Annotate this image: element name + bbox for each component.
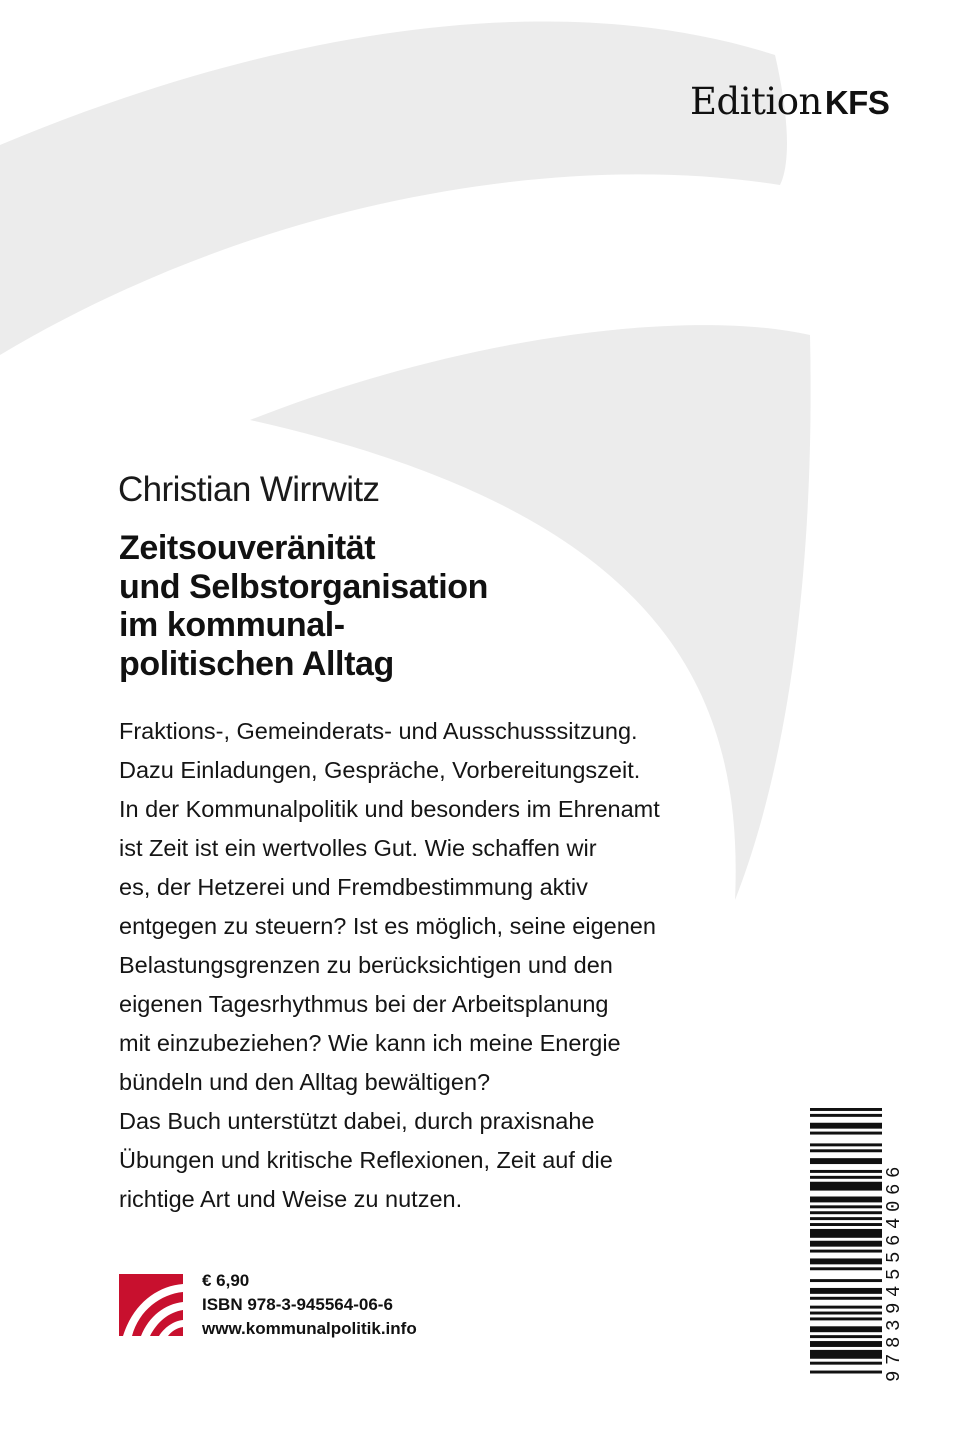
barcode-bar [810,1182,882,1191]
foundation-logo-icon [119,1274,183,1336]
barcode-bar [810,1371,882,1374]
blurb-line: entgegen zu steuern? Ist es möglich, seine eigenen [119,913,656,939]
blurb-line: ist Zeit ist ein wertvolles Gut. Wie schaffen wir [119,835,597,861]
blurb-line: eigenen Tagesrhythmus bei der Arbeitsplanung [119,991,609,1017]
barcode-bar [810,1326,882,1332]
barcode-digits: 9783945564066 [883,1160,905,1382]
barcode-bar [810,1211,882,1214]
title-line: im kommunal- [119,606,345,644]
barcode-bar [810,1297,882,1300]
barcode-bar [810,1241,882,1247]
barcode-bar [810,1197,882,1203]
barcode-bar [810,1123,882,1129]
barcode-bar [810,1229,882,1238]
publisher-logo [690,80,889,123]
blurb-line: mit einzubeziehen? Wie kann ich meine Energie [119,1030,621,1056]
barcode-bar [810,1158,882,1164]
imprint-block [202,1269,417,1341]
barcode-bar [810,1341,882,1347]
blurb-line: es, der Hetzerei und Fremdbestimmung aktiv [119,874,588,900]
author-name: Christian Wirrwitz [118,470,380,509]
barcode-bar [810,1149,882,1152]
barcode-bar [810,1223,882,1226]
isbn-text: ISBN 978-3-945564-06-6 [202,1295,393,1314]
price-text: € 6,90 [202,1271,250,1290]
barcode-bar [810,1108,882,1111]
barcode-bar [810,1267,882,1270]
barcode-bar [810,1362,882,1365]
barcode-bar [810,1279,882,1282]
blurb-line: richtige Art und Weise zu nutzen. [119,1186,463,1212]
blurb-line: Übungen und kritische Reflexionen, Zeit auf die [119,1147,613,1173]
barcode-bar [810,1176,882,1179]
barcode-bar [810,1258,882,1264]
blurb-line: bündeln und den Alltag bewältigen? [119,1069,491,1095]
swoosh-band-upper [0,21,787,355]
barcode-bar [810,1143,882,1146]
barcode-bar [810,1250,882,1253]
publisher-edition-text: Edition [690,80,822,123]
title-line: politischen Alltag [119,644,394,683]
barcode-bar [810,1114,882,1117]
blurb-line: Das Buch unterstützt dabei, durch praxisnahe [119,1108,595,1134]
blurb-line: Belastungsgrenzen zu berücksichtigen und den [119,952,613,978]
publisher-brand-text: KFS [824,84,890,121]
barcode-bar [810,1288,882,1294]
barcode-bar [810,1306,882,1309]
blurb-line: Fraktions-, Gemeinderats- und Ausschusssitzung. [119,718,638,744]
isbn-barcode [806,1104,906,1386]
barcode-bars [810,1108,882,1374]
barcode-bar [810,1335,882,1338]
blurb-line: Dazu Einladungen, Gespräche, Vorbereitungszeit. [119,757,641,783]
barcode-bar [810,1312,882,1315]
blurb-line: In der Kommunalpolitik und besonders im Ehrenamt [119,796,660,822]
blurb-text [119,712,779,1219]
title-line: und Selbstorganisation [119,567,489,606]
book-title [119,529,639,683]
website-text: www.kommunalpolitik.info [202,1319,417,1338]
barcode-bar [810,1132,882,1135]
barcode-bar [810,1205,882,1208]
barcode-bar [810,1317,882,1320]
title-line: Zeitsouveränität [119,529,376,567]
barcode-bar [810,1170,882,1173]
barcode-bar [810,1217,882,1220]
barcode-bar [810,1350,882,1359]
